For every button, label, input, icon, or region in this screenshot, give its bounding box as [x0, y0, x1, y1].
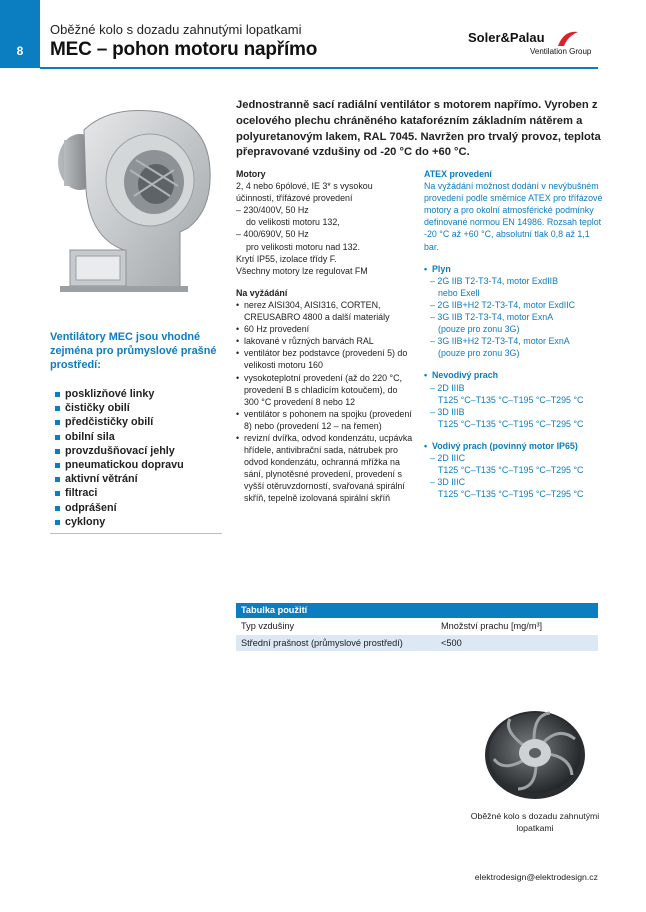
table-cell: Typ vzdušiny [241, 621, 295, 631]
motory-line: – 230/400V, 50 Hz [236, 205, 309, 216]
impeller-photo [480, 703, 590, 803]
atex-item: (pouze pro zonu 3G) [438, 348, 520, 359]
atex-group-title: • Plyn [424, 263, 604, 275]
application-item: filtraci [50, 486, 220, 500]
atex-item: T125 °C–T135 °C–T195 °C–T295 °C [438, 394, 584, 405]
applications-list [50, 387, 220, 529]
on-request-item: • revizní dvířka, odvod kondenzátu, ucpávka hřídele, antivibrační sada, nátrubek pro odvod kondenzátu, ochranná mřížka na sání, plynotěsné provedení, provedení s vyšší otěruvzdorností, svařovaná spirální skříň, tepelně izolovaná spirální skříň [236, 432, 414, 505]
atex-item: – 2D IIIC [430, 452, 466, 463]
application-item: cyklony [50, 515, 220, 529]
motory-line: Všechny motory lze regulovat FM [236, 265, 368, 276]
header-rule [40, 67, 598, 69]
motory-line: – 400/690V, 50 Hz [236, 229, 309, 240]
on-request-item: • 60 Hz provedení [236, 323, 414, 335]
brand-name: Soler&Palau [468, 30, 545, 45]
on-request-item: • ventilátor bez podstavce (provedení 5) do velikosti motoru 160 [236, 347, 414, 371]
atex-item: – 3D IIIC [430, 477, 466, 488]
table-cell: Střední prašnost (průmyslové prostředí) [241, 638, 403, 648]
usage-table [236, 603, 598, 652]
application-item: obilní sila [50, 430, 220, 444]
atex-item: – 2G IIB T2-T3-T4, motor ExdIIB [430, 275, 559, 286]
atex-item: – 3G IIB T2-T3-T4, motor ExnA [430, 312, 554, 323]
footer-email: elektrodesign@elektrodesign.cz [474, 872, 598, 882]
atex-item: – 3D IIIB [430, 406, 465, 417]
brand-swoosh-icon [556, 30, 580, 48]
atex-group-title: • Nevodivý prach [424, 369, 604, 381]
usage-table-title: Tabulka použití [236, 603, 598, 618]
impeller-caption: Oběžné kolo s dozadu zahnutými lopatkami [470, 811, 600, 833]
application-item: odprášení [50, 501, 220, 515]
application-item: posklizňové linky [50, 387, 220, 401]
atex-item: – 2G IIB+H2 T2-T3-T4, motor ExdIIC [430, 299, 576, 310]
divider [50, 533, 222, 534]
on-request-item: • lakované v různých barvách RAL [236, 335, 414, 347]
atex-item: T125 °C–T135 °C–T195 °C–T295 °C [438, 465, 584, 476]
atex-item: nebo Exell [438, 287, 480, 298]
motory-line: 2, 4 nebo 6pólové, IE 3* s vysokou [236, 181, 373, 192]
table-row [236, 618, 598, 635]
atex-item: T125 °C–T135 °C–T195 °C–T295 °C [438, 418, 584, 429]
page-title: MEC – pohon motoru napřímo [50, 39, 318, 60]
atex-intro: Na vyžádání možnost dodání v nevýbušném provedení podle směrnice ATEX pro třífázové motory a pro okolní atmosférické podmínky definované normou EN 14986. Rozsah teplot -20 °C až +60 °C, absolutní tlak 0,8 až 1,1 bar. [424, 181, 603, 252]
on-request-item: • ventilátor s pohonem na spojku (provedení 8) nebo (provedení 12 – na řemen) [236, 408, 414, 432]
application-item: předčističky obilí [50, 415, 220, 429]
page-number: 8 [0, 0, 40, 68]
brand-tagline: Ventilation Group [530, 47, 592, 56]
atex-item: T125 °C–T135 °C–T195 °C–T295 °C [438, 489, 584, 500]
atex-heading: ATEX provedení [424, 169, 492, 179]
motory-heading: Motory [236, 169, 266, 179]
atex-item: (pouze pro zonu 3G) [438, 324, 520, 335]
specs-column [236, 168, 414, 505]
section-kicker: Oběžné kolo s dozadu zahnutými lopatkami [50, 22, 302, 37]
on-request-item: • nerez AISI304, AISI316, CORTEN, CREUSABRO 4800 a další materiály [236, 299, 414, 323]
atex-group-title: • Vodivý prach (povinný motor IP65) [424, 440, 604, 452]
applications-heading: Ventilátory MEC jsou vhodné zejména pro průmyslové prašné prostředí: [50, 331, 217, 371]
table-row [236, 635, 598, 652]
on-request-item: • vysokoteplotní provedení (až do 220 °C, provedení B s chladicím kotoučem), do 300 °C provedení 8 nebo 12 [236, 372, 414, 408]
on-request-heading: Na vyžádání [236, 287, 288, 298]
product-intro: Jednostranně sací radiální ventilátor s motorem napřímo. Vyroben z ocelového plechu chráněného kataforézním základním nátěrem a polyuretanovým lakem, RAL 7045. Navržen pro trvalý provoz, teplota přepravované vzdušiny od -20 °C do +60 °C. [236, 99, 601, 159]
fan-product-photo [50, 100, 220, 300]
motory-line: účinností, třífázové provedení [236, 193, 353, 204]
motory-line: pro velikosti motoru nad 132. [246, 241, 360, 252]
application-item: pneumatickou dopravu [50, 458, 220, 472]
table-cell: <500 [441, 638, 462, 648]
atex-column [424, 168, 604, 500]
application-item: aktivní větrání [50, 472, 220, 486]
motory-line: do velikosti motoru 132, [246, 217, 340, 228]
table-cell: Množství prachu [mg/m³] [441, 621, 543, 631]
atex-item: – 2D IIIB [430, 382, 465, 393]
atex-item: – 3G IIB+H2 T2-T3-T4, motor ExnA [430, 336, 570, 347]
motory-line: Krytí IP55, izolace třídy F. [236, 253, 337, 264]
application-item: provzdušňovací jehly [50, 444, 220, 458]
application-item: čističky obilí [50, 401, 220, 415]
brand-logo [468, 28, 598, 62]
